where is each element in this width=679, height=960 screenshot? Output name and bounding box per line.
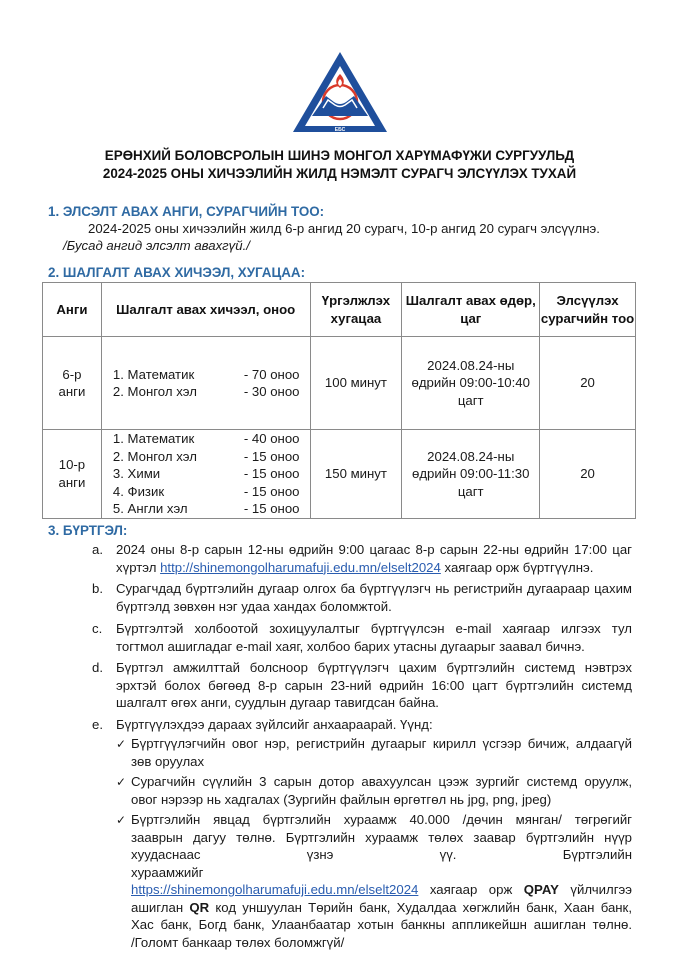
table-row bbox=[43, 337, 636, 430]
list-item-a: 2024 оны 8-р сарын 12-ны өдрийн 9:00 цагаас 8-р сарын 22-ны өдрийн 17:00 цаг хүртэл http://shinemongolharumafuji.edu.mn/elselt2024 хаягаар орж бүртгүүлнэ. bbox=[116, 542, 632, 575]
school-logo bbox=[290, 50, 390, 134]
exam-schedule-table bbox=[42, 282, 636, 519]
school-triangle-logo-icon bbox=[290, 50, 390, 134]
subject-item: 5. Англи хэл - 15 оноо bbox=[112, 501, 300, 516]
section1-text: 2024-2025 оны хичээлийн жилд 6-р ангид 20 сурагч, 10-р ангид 20 сурагч элсүүлнэ. bbox=[88, 221, 600, 236]
section3-heading: 3. БҮРТГЭЛ: bbox=[48, 523, 128, 538]
list-marker-a: a. bbox=[92, 542, 103, 557]
section1-heading: 1. ЭЛСЭЛТ АВАХ АНГИ, СУРАГЧИЙН ТОО: bbox=[48, 204, 325, 219]
table-row bbox=[43, 430, 636, 519]
cell-datetime: 2024.08.24-ны өдрийн 09:00-10:40 цагт bbox=[402, 337, 540, 430]
svg-text:ЕБС: ЕБС bbox=[334, 127, 346, 133]
section2-heading: 2. ШАЛГАЛТ АВАХ ХИЧЭЭЛ, ХУГАЦАА: bbox=[48, 265, 306, 280]
col-header-grade: Анги bbox=[43, 283, 102, 337]
cell-grade: 10-р анги bbox=[43, 430, 102, 519]
list-item-c: Бүртгэлтэй холбоотой зохицуулалтыг бүртгүүлсэн e-mail хаягаар илгээх тул тогтмол ашигладаг e-mail хаяг, холбоо барих утасны дугаарыг заавал бичнэ. bbox=[116, 621, 632, 654]
cell-grade: 6-р анги bbox=[43, 337, 102, 430]
col-header-duration: Үргэлжлэх хугацаа bbox=[310, 283, 402, 337]
cell-subjects bbox=[101, 337, 310, 430]
subject-item: 4. Физик - 15 оноо bbox=[112, 483, 300, 499]
subject-item: 1. Математик - 70 оноо bbox=[112, 366, 300, 382]
checklist-item: Сурагчийн сүүлийн 3 сарын дотор авахуулсан цээж зургийг системд оруулж, овог нэрээр нь хадгалах (Зургийн файлын өргөтгөл нь jpg, png, jpeg) bbox=[131, 774, 632, 807]
list-item-e: Бүртгүүлэхдээ дараах зүйлсийг анхаараарай. Үүнд: bbox=[116, 717, 433, 732]
document-title-line1: ЕРӨНХИЙ БОЛОВСРОЛЫН ШИНЭ МОНГОЛ ХАРҮМАФҮЖИ СУРГУУЛЬД bbox=[104, 148, 575, 163]
table-header-row bbox=[43, 283, 636, 337]
list-marker-b: b. bbox=[92, 581, 103, 596]
subject-item: 2. Монгол хэл - 30 оноо bbox=[112, 384, 300, 399]
registration-link[interactable]: http://shinemongolharumafuji.edu.mn/elselt2024 bbox=[160, 559, 441, 575]
checklist-item: Бүртгэлийн явцад бүртгэлийн хураамж 40.000 /дөчин мянган/ төгрөгийг зааврын дагуу төлнө. Бүртгэлийн хураамж төлөх заавар бүртгэлийн нүүр хуудаснаас үзнэ үү. Бүртгэлийн хураамжийг https://shinemongolharumafuji.edu.mn/elselt2024 хаягаар орж QPAY үйлчилгээ ашиглан QR код уншуулан Төрийн банк, Худалдаа хөгжлийн банк, Хаан банк, Хас банк, Богд банк, Улаанбаатар хотын банкны аппликейшн ашиглан төлнө. /Голомт банкаар төлөх боломжгүй/ bbox=[131, 812, 632, 950]
check-icon: ✓ bbox=[116, 775, 127, 789]
col-header-count: Элсүүлэх сурагчийн тоо bbox=[540, 283, 636, 337]
section1-note: /Бусад ангид элсэлт авахгүй./ bbox=[63, 238, 250, 253]
cell-datetime: 2024.08.24-ны өдрийн 09:00-11:30 цагт bbox=[402, 430, 540, 519]
cell-duration: 100 минут bbox=[310, 337, 402, 430]
list-item-b: Сурагчдад бүртгэлийн дугаар олгох ба бүртгүүлэгч нь регистрийн дугаараар цахим бүртгэлд зөвхөн нэг удаа хандах боломжтой. bbox=[116, 581, 632, 614]
cell-duration: 150 минут bbox=[310, 430, 402, 519]
list-marker-c: c. bbox=[92, 621, 103, 636]
list-marker-d: d. bbox=[92, 660, 103, 675]
cell-subjects bbox=[101, 430, 310, 519]
list-marker-e: e. bbox=[92, 717, 103, 732]
check-icon: ✓ bbox=[116, 737, 127, 751]
payment-link[interactable]: https://shinemongolharumafuji.edu.mn/elselt2024 bbox=[131, 882, 419, 897]
list-item-d: Бүртгэл амжилттай болсноор бүртгүүлэгч цахим бүртгэлийн системд нэвтрэх эрхтэй болох бөгөөд 8-р сарын 23-ний өдрийн 16:00 цагт бүртгэлийн системд шалгалт өгөх анги, суудлын дугаар тавигдсан байна. bbox=[116, 660, 632, 710]
document-title-line2: 2024-2025 ОНЫ ХИЧЭЭЛИЙН ЖИЛД НЭМЭЛТ СУРАГЧ ЭЛСҮҮЛЭХ ТУХАЙ bbox=[102, 166, 577, 181]
col-header-subjects: Шалгалт авах хичээл, оноо bbox=[101, 283, 310, 337]
check-icon: ✓ bbox=[116, 813, 127, 827]
subject-item: 1. Математик - 40 оноо bbox=[112, 431, 300, 446]
col-header-datetime: Шалгалт авах өдөр, цаг bbox=[402, 283, 540, 337]
cell-count: 20 bbox=[540, 430, 636, 519]
subject-item: 3. Хими - 15 оноо bbox=[112, 466, 300, 481]
subject-item: 2. Монгол хэл - 15 оноо bbox=[112, 448, 300, 464]
cell-count: 20 bbox=[540, 337, 636, 430]
checklist-item: Бүртгүүлэгчийн овог нэр, регистрийн дугаарыг кирилл үсгээр бичиж, алдаагүй зөв оруулах bbox=[131, 736, 632, 769]
